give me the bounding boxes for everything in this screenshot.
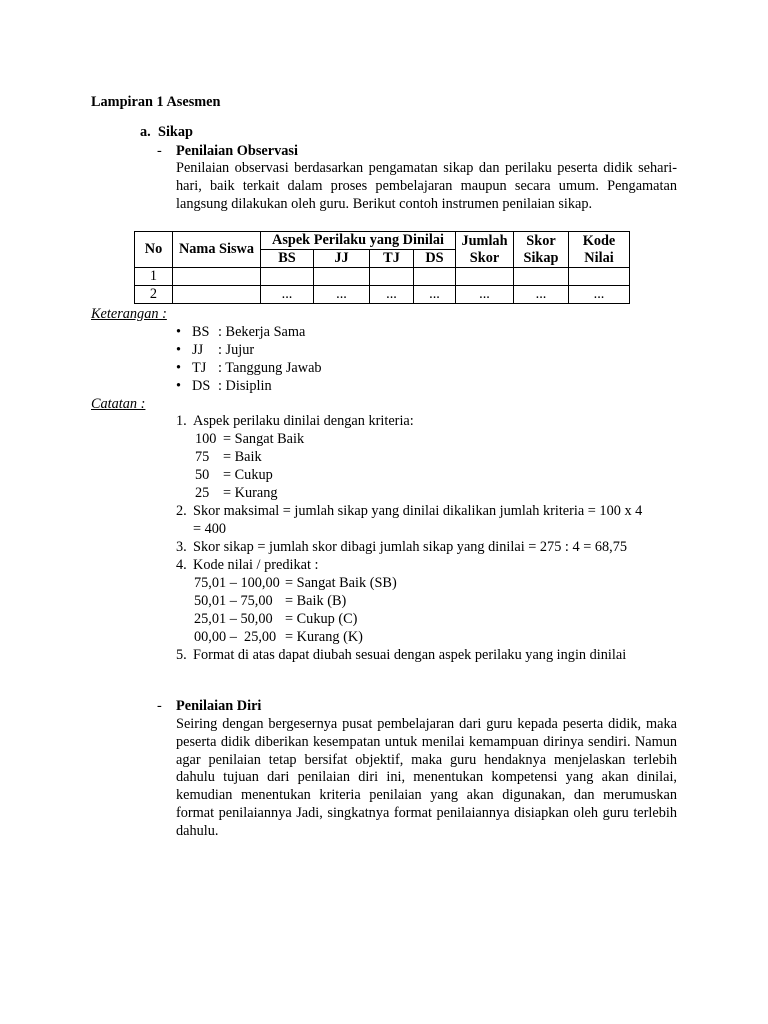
header-tj: TJ [370, 250, 414, 268]
section-a-title: Sikap [158, 124, 193, 140]
criteria-label: = Baik [223, 449, 262, 465]
predikat-label: = Sangat Baik (SB) [285, 575, 397, 591]
predikat-range: 75,01 – 100,00 [194, 575, 280, 591]
predikat-range: 50,01 – 75,00 [194, 593, 273, 609]
cell-jj [314, 268, 370, 286]
cell-jumlah [456, 268, 514, 286]
legend-desc: : Bekerja Sama [218, 324, 306, 340]
cell-tj: ... [370, 286, 414, 304]
predikat-label: = Kurang (K) [285, 629, 363, 645]
cell-skor [514, 268, 569, 286]
bullet-glyph: • [176, 360, 182, 376]
legend-item [176, 342, 254, 360]
criteria-row [195, 431, 304, 449]
diri-dash: - [157, 698, 162, 714]
predikat-row [194, 575, 397, 593]
criteria-row [195, 485, 278, 503]
catatan-label: Catatan : [91, 396, 146, 412]
header-nama-siswa: Nama Siswa [173, 232, 261, 268]
bullet-glyph: • [176, 324, 182, 340]
predikat-range: 25,01 – 50,00 [194, 611, 273, 627]
header-aspek: Aspek Perilaku yang Dinilai [261, 232, 456, 250]
catatan-item-4: Kode nilai / predikat : [193, 557, 319, 573]
cell-ds [414, 268, 456, 286]
cell-kode [569, 268, 630, 286]
predikat-row [194, 593, 346, 611]
predikat-label: = Cukup (C) [285, 611, 358, 627]
catatan-item-2-line-2: = 400 [193, 521, 227, 537]
cell-skor: ... [514, 286, 569, 304]
table-row [135, 268, 630, 286]
cell-nama [173, 286, 261, 304]
legend-code: JJ [192, 342, 204, 358]
observasi-paragraph: Penilaian observasi berdasarkan pengamatan sikap dan perilaku peserta didik sehari-hari, baik terkait dalam proses pembelajaran maupun secara umum. Pengamatan langsung dilakukan oleh guru. Berikut contoh instrumen penilaian sikap. [176, 160, 677, 212]
list-number: 5. [176, 647, 187, 663]
cell-ds: ... [414, 286, 456, 304]
cell-bs [261, 268, 314, 286]
criteria-label: = Cukup [223, 467, 273, 483]
table-row [135, 286, 630, 304]
predikat-row [194, 629, 363, 647]
observation-table [134, 231, 630, 304]
observasi-title: Penilaian Observasi [176, 143, 298, 159]
legend-desc: : Disiplin [218, 378, 272, 394]
legend-item [176, 324, 305, 342]
catatan-item-3: Skor sikap = jumlah skor dibagi jumlah sikap yang dinilai = 275 : 4 = 68,75 [193, 539, 627, 555]
criteria-row [195, 449, 262, 467]
keterangan-label: Keterangan : [91, 306, 167, 322]
header-bs: BS [261, 250, 314, 268]
predikat-row [194, 611, 357, 629]
cell-kode: ... [569, 286, 630, 304]
legend-desc: : Jujur [218, 342, 255, 358]
list-number: 2. [176, 503, 187, 519]
header-ds: DS [414, 250, 456, 268]
section-a-marker: a. [140, 124, 151, 140]
catatan-item-2-line-1: Skor maksimal = jumlah sikap yang dinilai dikalikan jumlah kriteria = 100 x 4 [193, 503, 643, 519]
legend-code: BS [192, 324, 210, 340]
criteria-score: 75 [195, 449, 210, 465]
predikat-range: 00,00 – 25,00 [194, 629, 277, 645]
criteria-label: = Sangat Baik [223, 431, 305, 447]
list-number: 1. [176, 413, 187, 429]
catatan-item-1: Aspek perilaku dinilai dengan kriteria: [193, 413, 414, 429]
legend-code: TJ [192, 360, 207, 376]
cell-no: 1 [135, 268, 173, 286]
criteria-score: 50 [195, 467, 210, 483]
diri-title: Penilaian Diri [176, 698, 262, 714]
header-no: No [135, 232, 173, 268]
list-number: 3. [176, 539, 187, 555]
predikat-label: = Baik (B) [285, 593, 347, 609]
list-number: 4. [176, 557, 187, 573]
header-kode-nilai: Kode Nilai [569, 232, 630, 268]
criteria-label: = Kurang [223, 485, 278, 501]
legend-item [176, 360, 322, 378]
legend-desc: : Tanggung Jawab [218, 360, 322, 376]
cell-bs: ... [261, 286, 314, 304]
criteria-score: 25 [195, 485, 210, 501]
legend-item [176, 378, 272, 396]
diri-paragraph: Seiring dengan bergesernya pusat pembelajaran dari guru kepada peserta didik, maka peserta didik diberikan kesempatan untuk menilai kemampuan dirinya sendiri. Namun agar penilaian tetap bersifat objektif, maka guru hendaknya menjelaskan terlebih dahulu tujuan dari penilaian diri ini, menentukan kompetensi yang akan dinilai, kemudian menentukan kriteria penilaian yang akan digunakan, dan merumuskan format penilaiannya Jadi, singkatnya format penilaiannya disiapkan oleh guru terlebih dahulu. [176, 716, 677, 839]
document-title: Lampiran 1 Asesmen [91, 94, 221, 110]
criteria-row [195, 467, 273, 485]
header-jumlah-skor: Jumlah Skor [456, 232, 514, 268]
legend-code: DS [192, 378, 211, 394]
observasi-dash: - [157, 143, 162, 159]
cell-jj: ... [314, 286, 370, 304]
cell-tj [370, 268, 414, 286]
cell-nama [173, 268, 261, 286]
header-skor-sikap: Skor Sikap [514, 232, 569, 268]
criteria-score: 100 [195, 431, 217, 447]
catatan-item-5: Format di atas dapat diubah sesuai dengan aspek perilaku yang ingin dinilai [193, 647, 627, 663]
bullet-glyph: • [176, 378, 182, 394]
cell-no: 2 [135, 286, 173, 304]
cell-jumlah: ... [456, 286, 514, 304]
bullet-glyph: • [176, 342, 182, 358]
header-jj: JJ [314, 250, 370, 268]
